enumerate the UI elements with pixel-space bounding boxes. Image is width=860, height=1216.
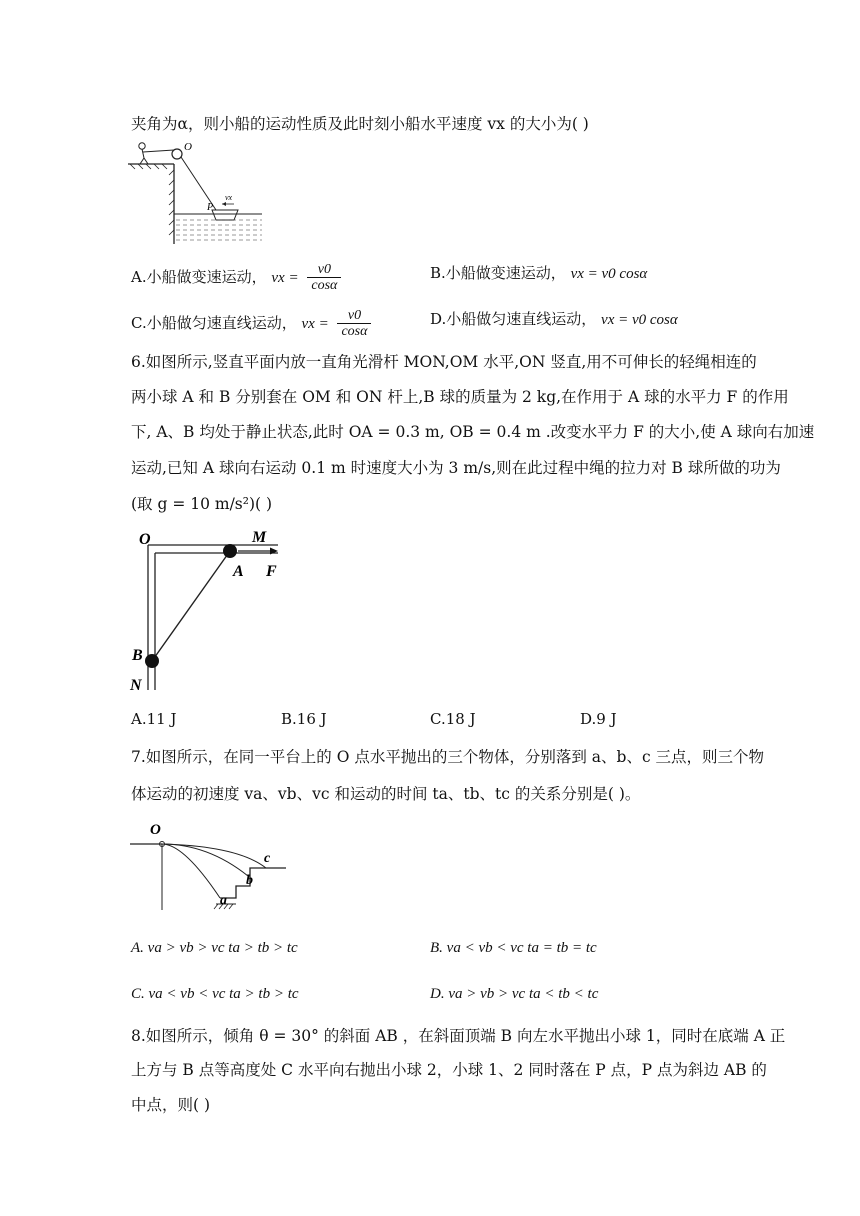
q7-option-b[interactable]: B. va < vb < vc ta = tb = tc	[430, 940, 597, 956]
q8-line-3: 中点，则( )	[131, 1096, 211, 1114]
q5-option-a-num: v0	[307, 262, 341, 278]
q5-option-a-formula: vx =	[271, 269, 299, 286]
q7-label-a: a	[220, 893, 227, 908]
q6-line-3: 下, A、B 均处于静止状态,此时 OA = 0.3 m, OB = 0.4 m .改变水平力 F 的大小,使 A 球向右加速	[131, 423, 815, 441]
q5-option-d[interactable]	[430, 308, 678, 329]
q6-label-n: N	[130, 677, 142, 694]
q7-option-c[interactable]: C. va < vb < vc ta > tb > tc	[131, 986, 299, 1002]
q5-label-v: vx	[225, 193, 233, 202]
q5-stem: 夹角为α，则小船的运动性质及此时刻小船水平速度 vx 的大小为( )	[131, 115, 589, 133]
q6-line-4: 运动,已知 A 球向右运动 0.1 m 时速度大小为 3 m/s,则在此过程中绳的拉力对 B 球所做的功为	[131, 459, 781, 477]
q6-label-m: M	[252, 529, 267, 546]
q7-label-o: O	[150, 822, 161, 838]
q7-label-b: b	[246, 873, 253, 888]
q6-option-a[interactable]: A.11 J	[131, 710, 177, 728]
q6-figure	[128, 528, 298, 694]
q5-option-a-label: A.小船做变速运动，	[131, 267, 267, 286]
q7-label-c: c	[264, 851, 271, 866]
q5-option-a[interactable]	[131, 262, 341, 294]
q7-option-a[interactable]: A. va > vb > vc ta > tb > tc	[131, 940, 298, 956]
q6-line-5: (取 g = 10 m/s²)( )	[131, 495, 273, 513]
q8-line-2: 上方与 B 点等高度处 C 水平向右抛出小球 2，小球 1、2 同时落在 P 点，P 点为斜边 AB 的	[131, 1061, 767, 1079]
q5-option-c-formula: vx =	[301, 315, 329, 332]
q5-option-c[interactable]	[131, 308, 371, 340]
q6-option-d[interactable]: D.9 J	[580, 710, 617, 728]
q7-option-d[interactable]: D. va > vb > vc ta < tb < tc	[430, 986, 599, 1002]
q6-label-f: F	[266, 563, 277, 580]
q7-line-2: 体运动的初速度 va、vb、vc 和运动的时间 ta、tb、tc 的关系分别是( )。	[131, 785, 641, 803]
q6-label-o: O	[139, 531, 151, 548]
q5-label-o: O	[184, 141, 192, 153]
q5-option-a-fraction	[307, 262, 341, 294]
q6-option-c[interactable]: C.18 J	[430, 710, 476, 728]
q7-line-1: 7.如图所示，在同一平台上的 O 点水平抛出的三个物体，分别落到 a、b、c 三点，则三个物	[131, 748, 765, 766]
q5-option-b-label: B.小船做变速运动，	[430, 264, 566, 282]
q6-line-1: 6.如图所示,竖直平面内放一直角光滑杆 MON,OM 水平,ON 竖直,用不可伸长的轻绳相连的	[131, 353, 757, 371]
q6-label-a: A	[233, 563, 244, 580]
q5-option-c-den: cosα	[341, 324, 368, 340]
q6-line-2: 两小球 A 和 B 分别套在 OM 和 ON 杆上,B 球的质量为 2 kg,在作用于 A 球的水平力 F 的作用	[131, 388, 789, 406]
q5-option-d-label: D.小船做匀速直线运动，	[430, 310, 597, 328]
q5-option-c-num: v0	[337, 308, 371, 324]
q5-label-p: P	[207, 202, 214, 213]
q8-line-1: 8.如图所示，倾角 θ = 30° 的斜面 AB ，在斜面顶端 B 向左水平抛出小球 1，同时在底端 A 正	[131, 1027, 786, 1045]
q6-option-b[interactable]: B.16 J	[281, 710, 327, 728]
q5-figure	[128, 140, 264, 246]
q5-option-a-den: cosα	[311, 278, 338, 294]
q5-option-b-formula: vx = v0 cosα	[570, 266, 648, 282]
q6-label-b: B	[132, 647, 143, 664]
q5-option-d-formula: vx = v0 cosα	[601, 312, 678, 328]
q5-option-b[interactable]	[430, 262, 647, 283]
q5-option-c-label: C.小船做匀速直线运动，	[131, 313, 297, 332]
q7-figure	[128, 818, 288, 914]
q5-option-c-fraction	[337, 308, 371, 340]
